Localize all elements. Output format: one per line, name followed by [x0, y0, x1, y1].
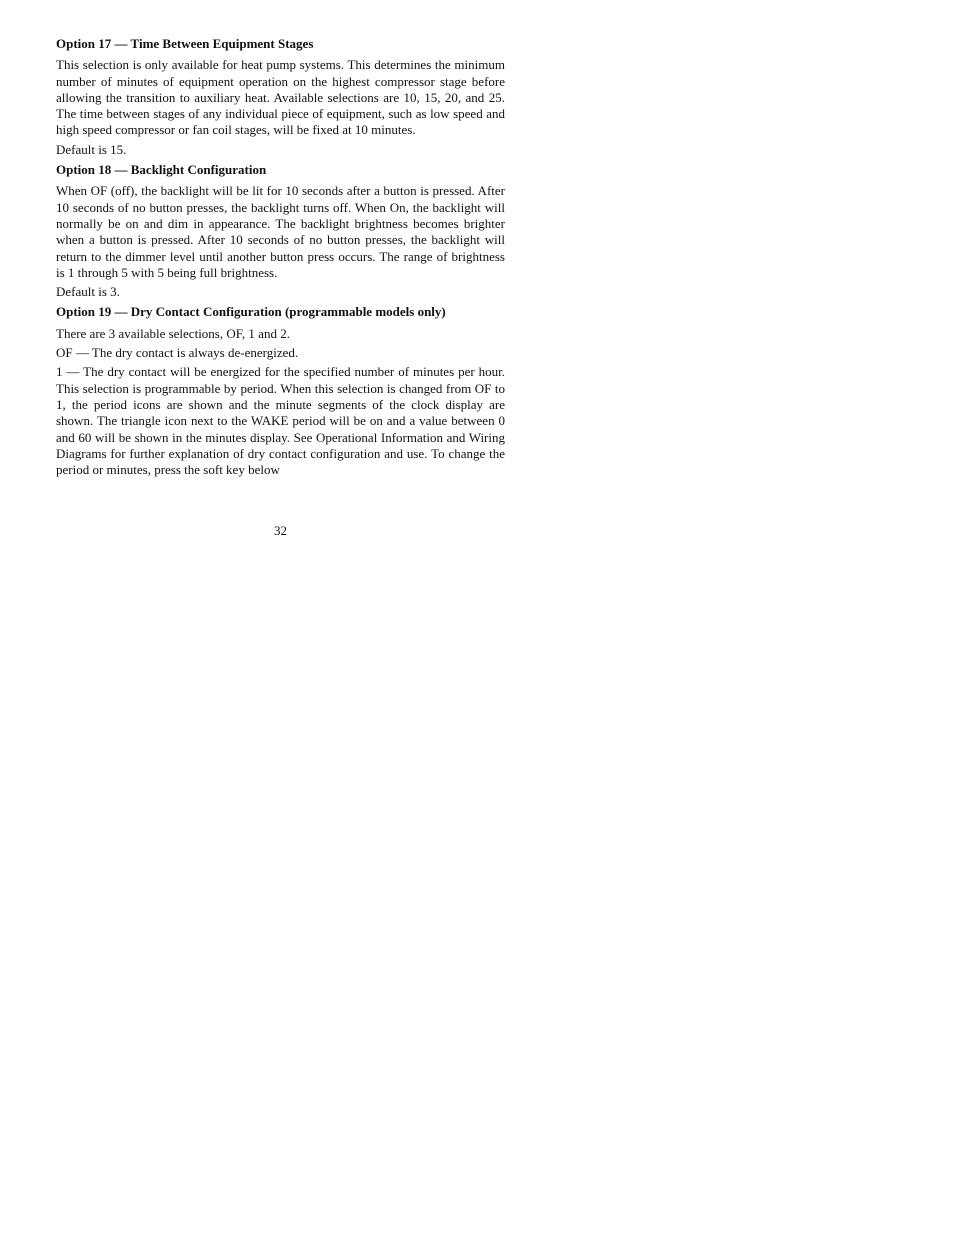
- document-column: [56, 36, 505, 481]
- default-value-text: Default is 15.: [56, 141, 127, 157]
- default-value-text: Default is 3.: [56, 284, 120, 300]
- section-heading: Option 18 — Backlight Configuration: [56, 162, 267, 178]
- paragraph: 1 — The dry contact will be energized for the specified number of minutes per hour. This selection is programmable by period. When this selection is changed from OF to 1, the period icons are shown and the minute segments of the clock display are shown. The triangle icon next to the WAKE period will be on and a value between 0 and 60 will be shown in the minutes display. See Operational Information and Wiring Diagrams for further explanation of dry contact configuration and use. To change the period or minutes, press the soft key below: [56, 364, 505, 478]
- section-option-17: [56, 36, 505, 158]
- section-option-19: [56, 304, 505, 478]
- page-number: 32: [274, 523, 287, 538]
- section-heading: Option 17 — Time Between Equipment Stages: [56, 36, 314, 51]
- paragraph: OF — The dry contact is always de‐energized.: [56, 345, 299, 361]
- paragraph: There are 3 available selections, OF, 1 and 2.: [56, 325, 290, 341]
- section-heading: Option 19 — Dry Contact Configuration (programmable models only): [56, 304, 446, 320]
- section-option-18: [56, 162, 505, 300]
- paragraph: This selection is only available for heat pump systems. This determines the minimum number of minutes of equipment operation on the highest compressor stage before allowing the transition to auxiliary heat. Available selections are 10, 15, 20, and 25. The time between stages of any individual piece of equipment, such as low speed and high speed compressor or fan coil stages, will be fixed at 10 minutes.: [56, 57, 505, 138]
- paragraph: When OF (off), the backlight will be lit for 10 seconds after a button is pressed. After 10 seconds of no button presses, the backlight turns off. When On, the backlight will normally be on and dim in appearance. The backlight brightness becomes brighter when a button is pressed. After 10 seconds of no button presses, the backlight will return to the dimmer level until another button press occurs. The range of brightness is 1 through 5 with 5 being full brightness.: [56, 183, 505, 280]
